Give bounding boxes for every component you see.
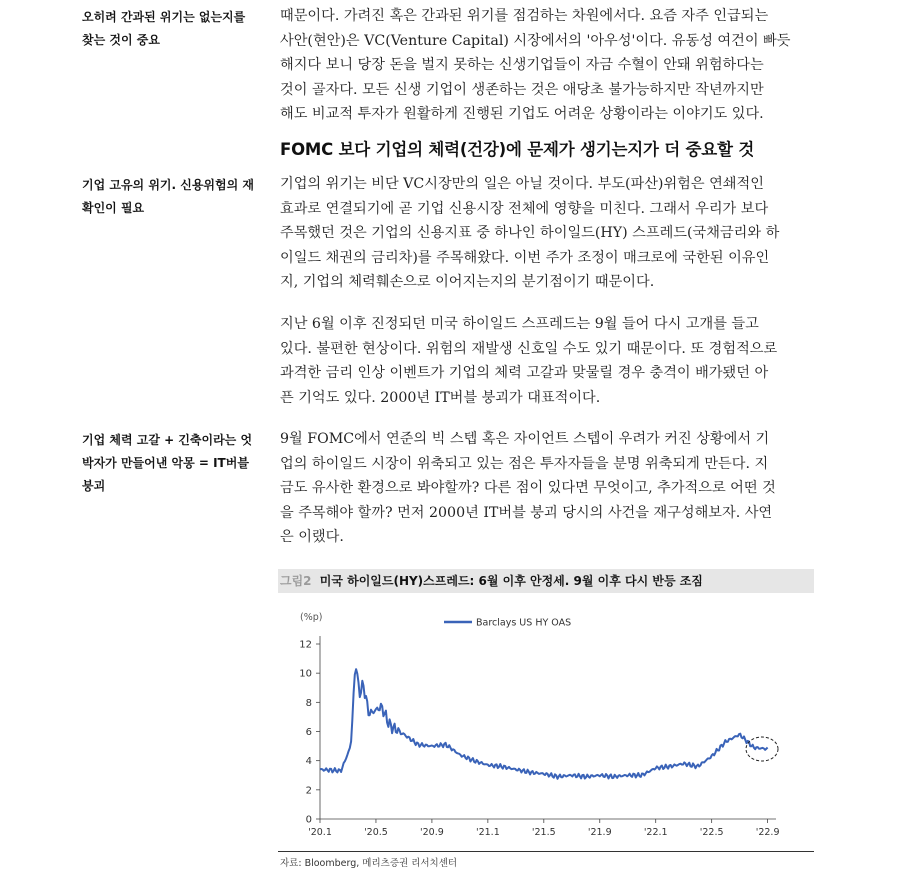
x-tick-label: '22.1: [643, 827, 668, 838]
body-paragraph-1: [280, 4, 812, 127]
sidebar-note-line: 오히려 간과된 위기는 없는지를: [82, 10, 246, 24]
paragraph-line: 기업의 위기는 비단 VC시장만의 일은 아닐 것이다. 부도(파산)위험은 연쇄적인: [280, 176, 764, 192]
body-paragraph-4: [280, 427, 812, 550]
source-divider: [278, 851, 814, 852]
paragraph-line: 지, 기업의 체력훼손으로 이어지는지의 분기점이기 때문이다.: [280, 274, 655, 290]
paragraph-line: 은 이랬다.: [280, 529, 344, 545]
sidebar-note-line: 박자가 만들어낸 악몽 = IT버블: [82, 456, 249, 470]
paragraph-line: 픈 기억도 있다. 2000년 IT버블 붕괴가 대표적이다.: [280, 389, 601, 406]
y-tick-label: 2: [305, 785, 312, 797]
paragraph-line: 9월 FOMC에서 연준의 빅 스텝 혹은 자이언트 스텝이 우려가 커진 상황에서 기: [280, 431, 770, 447]
paragraph-line: 을 주목해야 할까? 먼저 2000년 IT버블 붕괴 당시의 사건을 재구성해보자. 사연: [280, 504, 773, 521]
paragraph-line: 이일드 채권의 금리차)를 주목해왔다. 이번 주가 조정이 매크로에 국한된 이유인: [280, 249, 770, 266]
section-heading: FOMC 보다 기업의 체력(건강)에 문제가 생기는지가 더 중요할 것: [280, 140, 755, 159]
x-tick-label: '20.5: [364, 827, 388, 838]
x-tick-label: '21.9: [587, 827, 612, 838]
figure-title: 미국 하이일드(HY)스프레드: 6월 이후 안정세. 9월 이후 다시 반등 조짐: [319, 574, 703, 588]
hy-spread-chart: [278, 600, 814, 850]
paragraph-line: 있다. 불편한 현상이다. 위험의 재발생 신호일 수도 있기 때문이다. 또 경험적으로: [280, 340, 778, 357]
x-tick-label: '22.5: [699, 827, 724, 838]
paragraph-line: 업의 하이일드 시장이 위축되고 있는 점은 투자자들을 분명 위축되게 만든다. 지: [280, 455, 769, 472]
x-tick-label: '22.9: [755, 827, 780, 838]
sidebar-note-line: 기업 체력 고갈 + 긴축이라는 엇: [82, 433, 253, 447]
sidebar-note-line: 확인이 필요: [82, 201, 145, 215]
sidebar-note-line: 기업 고유의 위기. 신용위험의 재: [82, 178, 254, 192]
paragraph-line: 과격한 금리 인상 이벤트가 기업의 체력 고갈과 맞물릴 경우 충격이 배가됐던 아: [280, 365, 769, 381]
sidebar-note-line: 붕괴: [82, 479, 106, 493]
sidebar-note-1: [82, 6, 262, 52]
paragraph-line: 때문이다. 가려진 혹은 간과된 위기를 점검하는 차원에서다. 요즘 자주 인급되는: [280, 8, 769, 24]
x-tick-label: '20.9: [420, 827, 444, 838]
y-tick-label: 10: [299, 668, 312, 680]
series-line-hy-oas: [320, 669, 768, 779]
x-tick-label: '21.1: [475, 827, 500, 838]
y-tick-label: 4: [305, 756, 312, 768]
paragraph-line: 효과로 연결되기에 곧 기업 신용시장 전체에 영향을 미친다. 그래서 우리가 보다: [280, 200, 769, 217]
y-tick-label: 6: [305, 727, 312, 738]
figure-title-bar: [278, 569, 814, 593]
paragraph-line: 해지다 보니 당장 돈을 벌지 못하는 신생기업들이 자금 수혈이 안돼 위험하다는: [280, 57, 764, 73]
figure-source: 자료: Bloomberg, 메리츠증권 리서치센터: [280, 858, 458, 869]
sidebar-note-2: [82, 174, 262, 220]
body-paragraph-2: [280, 172, 812, 295]
y-tick-label: 0: [305, 814, 312, 826]
figure-number: 그림2: [280, 574, 312, 588]
paragraph-line: 해도 비교적 투자가 원활하게 진행된 기업도 어려운 상황이라는 이야기도 있다.: [280, 106, 764, 122]
paragraph-line: 것이 골자다. 모든 신생 기업이 생존하는 것은 애당초 불가능하지만 작년까지만: [280, 81, 764, 98]
x-tick-label: '21.5: [531, 827, 556, 838]
y-axis-unit-label: (%p): [300, 612, 323, 623]
y-tick-label: 12: [299, 639, 312, 651]
sidebar-note-3: [82, 429, 262, 498]
legend-label: Barclays US HY OAS: [476, 617, 572, 629]
body-paragraph-3: [280, 312, 812, 410]
x-tick-label: '20.1: [308, 827, 332, 838]
chart-area: [278, 600, 814, 850]
sidebar-note-line: 찾는 것이 중요: [82, 33, 160, 47]
paragraph-line: 금도 유사한 환경으로 봐야할까? 다른 점이 있다면 무엇이고, 추가적으로 어떤 것: [280, 480, 776, 496]
paragraph-line: 사안(현안)은 VC(Venture Capital) 시장에서의 '아우성'이다. 유동성 여건이 빠듯: [280, 32, 791, 49]
y-tick-label: 8: [305, 697, 312, 709]
paragraph-line: 주목했던 것은 기업의 신용지표 중 하나인 하이일드(HY) 스프레드(국채금리와 하: [280, 225, 780, 241]
paragraph-line: 지난 6월 이후 진정되던 미국 하이일드 스프레드는 9월 들어 다시 고개를 들고: [280, 316, 759, 332]
